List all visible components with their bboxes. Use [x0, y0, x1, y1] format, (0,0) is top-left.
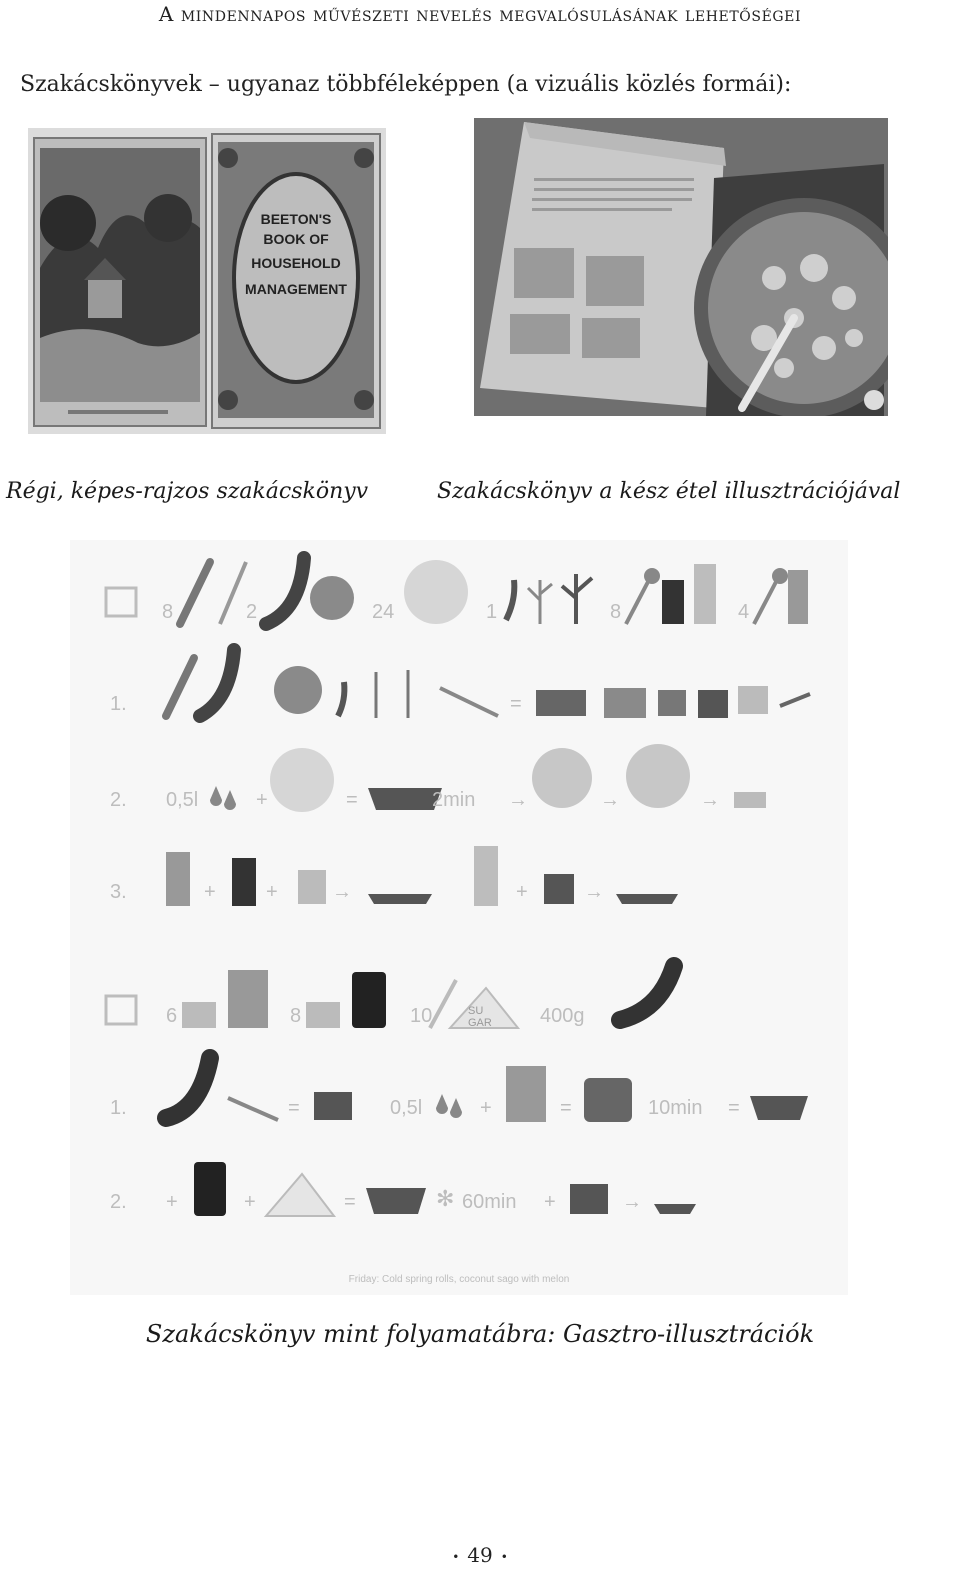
recipe2-step-1-time: 10min: [648, 1097, 703, 1119]
sago-package-icon: [506, 1066, 546, 1122]
svg-text:→: →: [600, 789, 620, 811]
svg-text:+: +: [204, 881, 216, 903]
svg-text:=: =: [346, 789, 358, 811]
recipe2-count-3: 10: [410, 1005, 433, 1027]
vinegar-bottle-icon: [474, 846, 498, 906]
old-cookbook-photo: [28, 128, 386, 434]
rolling-icon: [626, 744, 690, 808]
recipe1-count-1: 8: [162, 601, 174, 623]
spring-roll-icon: [734, 792, 766, 808]
bowl-icon: [750, 1096, 808, 1120]
soy-sauce-icon: [232, 858, 256, 906]
herbs-chopped-icon: [738, 686, 768, 714]
bowl-icon: [366, 1188, 426, 1214]
svg-text:+: +: [544, 1191, 556, 1213]
recipe2-step-2-time: 60min: [462, 1191, 517, 1213]
svg-text:+: +: [166, 1191, 178, 1213]
coconut-milk-can-icon: [194, 1162, 226, 1216]
chopped-herbs-icon: [298, 870, 326, 904]
sugar-label-1: SU: [468, 1005, 484, 1017]
old-book-title-1: BEETON'S: [260, 211, 332, 227]
recipe2-count-2: 8: [290, 1005, 302, 1027]
svg-text:→: →: [508, 789, 528, 811]
sauce-bottle-icon: [166, 852, 190, 906]
svg-text:→: →: [584, 881, 604, 903]
recipe2-step-1-amount: 0,5l: [390, 1097, 423, 1119]
intro-text: Szakácskönyvek – ugyanaz többféleképpen (a vizuális közlés formái):: [20, 72, 792, 97]
svg-text:=: =: [728, 1097, 740, 1119]
recipe2-count-1: 6: [166, 1005, 178, 1027]
plate-icon: [368, 894, 432, 904]
svg-text:→: →: [332, 881, 352, 903]
diced-melon-icon: [570, 1184, 608, 1214]
svg-text:→: →: [700, 789, 720, 811]
bullet-right: •: [500, 1549, 508, 1564]
recipe1-count-5: 8: [610, 601, 622, 623]
vinegar-bottle-icon: [694, 564, 716, 624]
recipe1-step-2-label: 2.: [110, 789, 127, 811]
caption-infographic: Szakácskönyv mint folyamatábra: Gasztro-illusztrációk: [145, 1320, 815, 1348]
sago-package-icon: [228, 970, 268, 1028]
plate-icon-2: [616, 894, 678, 904]
coconut-milk-can-icon: [352, 972, 386, 1028]
svg-text:+: +: [266, 881, 278, 903]
recipe2-count-4: 400g: [540, 1005, 585, 1027]
diced-melon-icon: [314, 1092, 352, 1120]
recipe1-step-3-label: 3.: [110, 881, 127, 903]
svg-text:=: =: [560, 1097, 572, 1119]
diced-icon: [544, 874, 574, 904]
gastro-infographic: [70, 540, 848, 1295]
old-book-title-2: BOOK OF: [263, 231, 329, 247]
caption-old-cookbook: Régi, képes-rajzos szakácskönyv: [6, 479, 369, 504]
serving-bowl-icon: [654, 1204, 696, 1214]
cup-icon-2: [306, 1002, 340, 1028]
recipe1-count-2: 2: [246, 601, 258, 623]
cabbage-strips-icon: [604, 688, 646, 718]
svg-text:+: +: [516, 881, 528, 903]
svg-text:=: =: [344, 1191, 356, 1213]
roll-step-icon: [532, 748, 592, 808]
cooking-pot-icon: [584, 1078, 632, 1122]
cabbage-icon: [274, 666, 322, 714]
page-number: 49: [467, 1543, 493, 1567]
svg-text:=: =: [288, 1097, 300, 1119]
recipe2-step-2-label: 2.: [110, 1191, 127, 1213]
recipe1-count-6: 4: [738, 601, 750, 623]
sliced-vegetables-icon: [536, 690, 586, 716]
svg-text:+: +: [244, 1191, 256, 1213]
svg-text:+: +: [256, 789, 268, 811]
recipe1-step-2-time: 2min: [432, 789, 476, 811]
soy-sauce-icon: [662, 580, 684, 624]
svg-text:→: →: [622, 1191, 642, 1213]
sugar-label-2: GAR: [468, 1017, 492, 1029]
rice-paper-icon: [270, 748, 334, 812]
snowflake-icon: ✻: [436, 1186, 455, 1211]
chopped-icon: [698, 690, 728, 718]
bullet-left: •: [452, 1549, 460, 1564]
caption-modern-cookbook: Szakácskönyv a kész étel illusztrációjával: [437, 479, 901, 504]
running-head: A mindennapos művészeti nevelés megvalósulásának lehetőségei: [158, 2, 802, 26]
recipe1-count-3: 24: [372, 601, 395, 623]
cup-icon: [182, 1002, 216, 1028]
recipe2-step-1-label: 1.: [110, 1097, 127, 1119]
page-footer: [0, 1543, 960, 1567]
rice-paper-icon: [404, 560, 468, 624]
modern-cookbook-photo: [474, 118, 888, 416]
recipe1-count-4: 1: [486, 601, 498, 623]
svg-text:+: +: [480, 1097, 492, 1119]
svg-text:=: =: [510, 693, 522, 715]
old-book-title-3: HOUSEHOLD: [251, 255, 341, 271]
infographic-footer-caption: Friday: Cold spring rolls, coconut sago with melon: [348, 1274, 570, 1285]
diced-icon: [658, 690, 686, 716]
recipe1-step-1-label: 1.: [110, 693, 127, 715]
sauce-bottle-icon: [788, 570, 808, 624]
recipe1-step-2-amount: 0,5l: [166, 789, 199, 811]
cabbage-icon: [310, 576, 354, 620]
bowl-icon: [368, 788, 442, 810]
old-book-title-4: MANAGEMENT: [245, 281, 347, 297]
